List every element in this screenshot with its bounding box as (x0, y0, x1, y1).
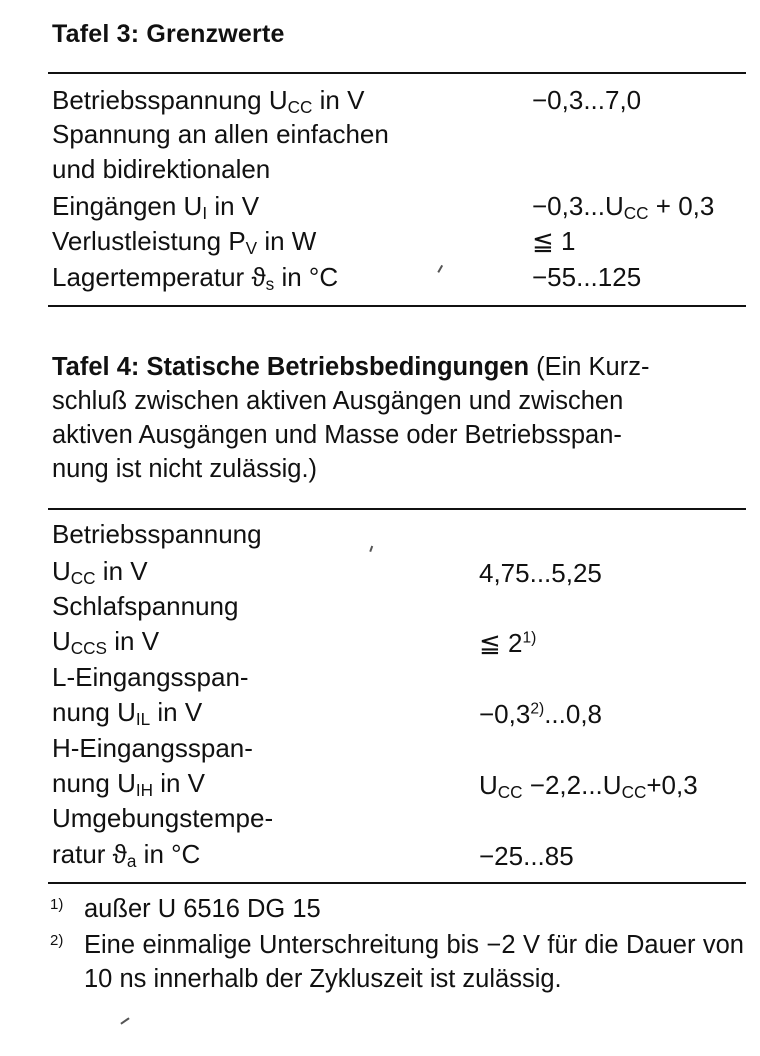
table4-row1-label-b: $U_{CC}$ in V (52, 556, 148, 588)
table4-row1-value: 4,75...5,25 (479, 558, 602, 588)
footnote-2-text: Eine einmalige Unterschreitung bis −2 V für die Dauer von 10 ns innerhalb der Zykluszeit ist zulässig. (84, 931, 744, 993)
scan-speck (437, 265, 442, 273)
scan-speck (369, 546, 372, 552)
table4-row4-label-b: nung $U_{IH}$ in V (52, 768, 206, 800)
table4-row2-label-a: Schlafspannung (52, 591, 239, 621)
footnote-2-number: 2) (50, 932, 64, 949)
table4-bottom-rule (48, 882, 746, 884)
table3-row1-label: Betriebsspannung $U_{CC}$ in V (52, 85, 365, 117)
table4-top-rule (48, 508, 746, 510)
table4-row1-label-a: Betriebsspannung (52, 519, 262, 549)
footnote-2 (0, 926, 760, 1006)
table4-row3-label-a: L-Eingangsspan- (52, 662, 249, 692)
table3-bottom-rule (48, 305, 746, 307)
table4-row5-label-b: ratur $ϑ_a$ in °C (52, 839, 201, 871)
table3-row2-label-a: Spannung an allen einfachen (52, 119, 389, 149)
table4-row3-value: $-0,3^{2)}...0,8$ (479, 699, 603, 729)
table4-title: Tafel 4: Statische Betriebsbedingungen (52, 353, 530, 381)
table3-row4-label: Lagertemperatur $ϑ_s$ in °C (52, 262, 339, 294)
table3-row3-value: ≦ 1 (532, 226, 576, 256)
table4-row4-label-a: H-Eingangsspan- (52, 733, 253, 763)
table3-row3-label: Verlustleistung $P_V$ in W (52, 226, 317, 258)
table4-row4-value: $U_{CC} -2,2...U_{CC}+0,3$ (479, 770, 698, 802)
table4-row2-value: ≦ 2$^{1)}$ (479, 628, 537, 658)
table3-row1-value: −0,3...7,0 (532, 85, 642, 115)
table4-row5-value: −25...85 (479, 841, 574, 871)
table4-row3-label-b: nung $U_{IL}$ in V (52, 697, 203, 729)
table4-caption: Tafel 4: Statische Betriebsbedingungen (Ein Kurz- schluß zwischen aktiven Ausgängen und zwischen aktiven Ausgängen und Masse oder Betriebsspan- nung ist nicht zulässig.) (52, 353, 650, 483)
footnote-1-text: außer U 6516 DG 15 (84, 895, 321, 923)
table4-row5-label-a: Umgebungstempe- (52, 803, 274, 833)
footnote-1 (0, 890, 760, 930)
table3-top-rule (48, 72, 746, 74)
table3-row2-value: $-0,3...U_{CC} + 0,3$ (532, 191, 715, 223)
footnote-1-number: 1) (50, 896, 64, 913)
table3-row2-label-c: Eingängen $U_I$ in V (52, 191, 260, 223)
table4-row2-label-b: $U_{CCS}$ in V (52, 626, 160, 658)
table3-row2-label-b: und bidirektionalen (52, 154, 271, 184)
table3-title: Tafel 3: Grenzwerte (52, 20, 285, 48)
scan-speck (120, 1017, 129, 1024)
table3-row4-value: −55...125 (532, 262, 642, 292)
